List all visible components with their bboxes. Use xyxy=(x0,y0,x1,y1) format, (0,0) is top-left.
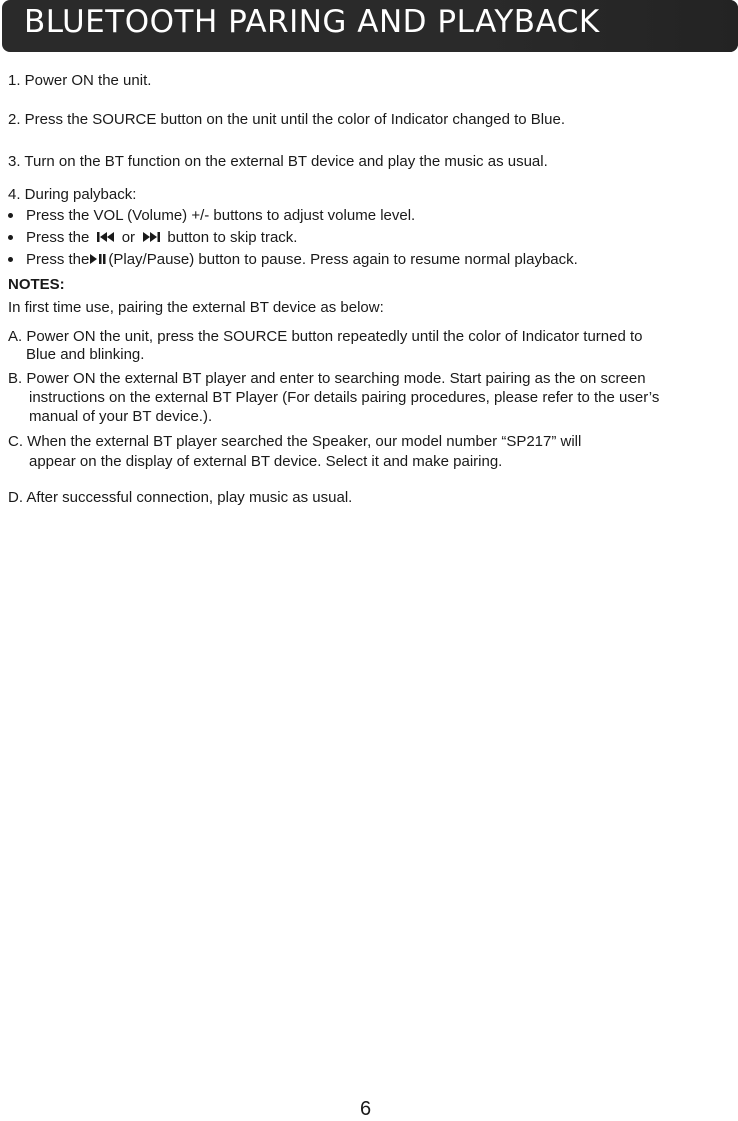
bullet-skip-pre: Press the xyxy=(26,229,90,246)
step-4: 4. During palyback: xyxy=(8,186,137,203)
bullet-dot xyxy=(8,257,13,262)
bullet-skip xyxy=(26,229,297,247)
note-b-line-2: instructions on the external BT Player (For details pairing procedures, please refer to the user’s xyxy=(29,389,660,406)
step-2: 2. Press the SOURCE button on the unit until the color of Indicator changed to Blue. xyxy=(8,111,565,128)
note-c-line-2: appear on the display of external BT device. Select it and make pairing. xyxy=(29,453,503,470)
page-title: BLUETOOTH PARING AND PLAYBACK xyxy=(24,4,600,40)
notes-heading: NOTES: xyxy=(8,276,65,293)
bullet-pause-pre: Press the xyxy=(26,251,90,268)
note-b-line-3: manual of your BT device.). xyxy=(29,408,213,425)
bullet-skip-mid: or xyxy=(121,229,136,246)
bullet-dot xyxy=(8,235,13,240)
step-1: 1. Power ON the unit. xyxy=(8,72,152,89)
bullet-pause-post: (Play/Pause) button to pause. Press again to resume normal playback. xyxy=(108,251,578,268)
note-a-line-1: A. Power ON the unit, press the SOURCE button repeatedly until the color of Indicator turned to xyxy=(8,328,643,345)
note-c-line-1: C. When the external BT player searched the Speaker, our model number “SP217” will xyxy=(8,433,582,450)
skip-previous-icon xyxy=(96,231,116,243)
bullet-dot xyxy=(8,213,13,218)
page-number: 6 xyxy=(360,1098,372,1120)
bullet-skip-post: button to skip track. xyxy=(167,229,298,246)
skip-next-icon xyxy=(141,231,161,243)
note-b-line-1: B. Power ON the external BT player and enter to searching mode. Start pairing as the on screen xyxy=(8,370,646,387)
bullet-volume: Press the VOL (Volume) +/- buttons to adjust volume level. xyxy=(26,207,416,224)
note-a-line-2: Blue and blinking. xyxy=(26,346,145,363)
play-pause-icon xyxy=(89,253,107,265)
notes-intro: In first time use, pairing the external BT device as below: xyxy=(8,299,384,316)
bullet-pause xyxy=(26,251,578,269)
step-3: 3. Turn on the BT function on the external BT device and play the music as usual. xyxy=(8,153,548,170)
section-header xyxy=(2,0,738,52)
note-d-line-1: D. After successful connection, play music as usual. xyxy=(8,489,353,506)
